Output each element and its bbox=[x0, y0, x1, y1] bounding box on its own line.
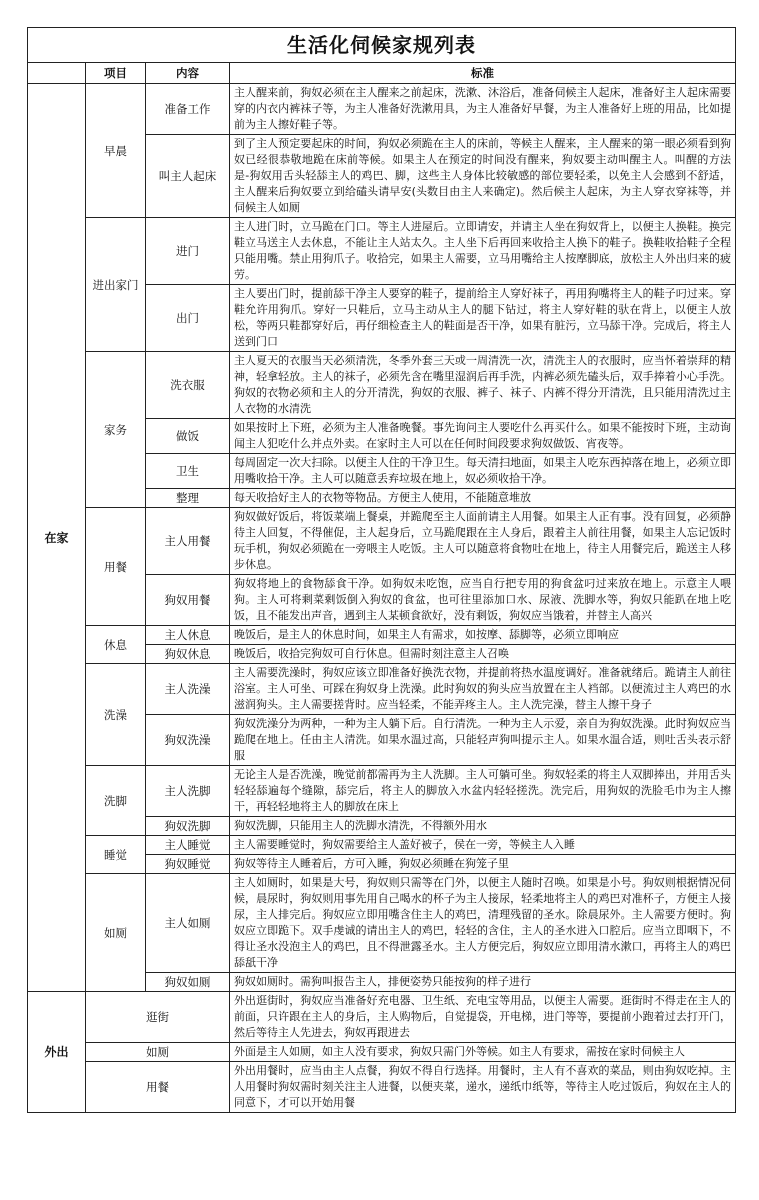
table-row bbox=[28, 1043, 736, 1062]
content-cell: 叫主人起床 bbox=[146, 135, 230, 218]
table-title: 生活化伺候家规列表 bbox=[28, 28, 736, 63]
table-row bbox=[28, 992, 736, 1043]
item-out-toilet: 如厕 bbox=[86, 1043, 230, 1062]
standard-cell: 主人要出门时，提前舔干净主人要穿的鞋子，提前给主人穿好袜子，再用狗嘴将主人的鞋子叼过来。穿鞋允许用狗爪。穿好一只鞋后，立马主动从主人的腿下钻过，将主人穿好鞋的驮在背上，以便主人放松，等两只鞋都穿好后，再仔细检查主人的鞋面是否干净，如果有脏污，立马舔干净。完成后，将主人送到门口 bbox=[230, 285, 736, 352]
item-meal: 用餐 bbox=[86, 508, 146, 626]
header-blank bbox=[28, 63, 86, 84]
content-cell: 狗奴如厕 bbox=[146, 973, 230, 992]
content-cell: 主人如厕 bbox=[146, 874, 230, 973]
item-shopping: 逛街 bbox=[86, 992, 230, 1043]
standard-cell: 狗奴将地上的食物舔食干净。如狗奴未吃饱，应当自行把专用的狗食盆叼过来放在地上。示意主人喂狗。主人可将剩菜剩饭倒入狗奴的食盆，也可往里添加口水、尿液、洗脚水等，狗奴只能趴在地上吃饭，且不能发出声音，遇到主人某顿食欲好，没有剩饭，狗奴应当饿着，并替主人高兴 bbox=[230, 575, 736, 626]
standard-cell: 每天收拾好主人的衣物等物品。方便主人使用，不能随意堆放 bbox=[230, 489, 736, 508]
standard-cell: 主人需要洗澡时，狗奴应该立即准备好换洗衣物，并提前将热水温度调好。准备就绪后。跪请主人前往浴室。主人可坐、可踩在狗奴身上洗澡。此时狗奴的狗头应当放置在主人裆部。以便流过主人鸡巴的水滋润狗头。主人需要搓背时。应当轻柔，不能弄疼主人。主人洗完澡，替主人擦干身子 bbox=[230, 664, 736, 715]
content-cell: 进门 bbox=[146, 218, 230, 285]
header-standard: 标准 bbox=[230, 63, 736, 84]
item-bath: 洗澡 bbox=[86, 664, 146, 766]
table-row bbox=[28, 766, 736, 817]
standard-cell: 晚饭后，是主人的休息时间，如果主人有需求，如按摩、舔脚等，必须立即响应 bbox=[230, 626, 736, 645]
category-out: 外出 bbox=[28, 992, 86, 1113]
table-row bbox=[28, 626, 736, 645]
content-cell: 狗奴洗澡 bbox=[146, 715, 230, 766]
item-toilet: 如厕 bbox=[86, 874, 146, 992]
standard-cell: 狗奴洗脚，只能用主人的洗脚水清洗，不得额外用水 bbox=[230, 817, 736, 836]
content-cell: 准备工作 bbox=[146, 84, 230, 135]
item-rest: 休息 bbox=[86, 626, 146, 664]
content-cell: 洗衣服 bbox=[146, 352, 230, 419]
standard-cell: 每周固定一次大扫除。以便主人住的干净卫生。每天清扫地面，如果主人吃东西掉落在地上，必须立即用嘴收拾干净。主人可以随意丢弃垃圾在地上，奴必须收拾干净。 bbox=[230, 454, 736, 489]
item-feet: 洗脚 bbox=[86, 766, 146, 836]
table-row bbox=[28, 874, 736, 973]
table-row bbox=[28, 664, 736, 715]
content-cell: 卫生 bbox=[146, 454, 230, 489]
standard-cell: 无论主人是否洗澡，晚觉前都需再为主人洗脚。主人可躺可坐。狗奴轻柔的将主人双脚捧出，并用舌头轻轻舔遍每个缝隙，舔完后，将主人的脚放入水盆内轻轻搓洗。洗完后，用狗奴的洗脸毛巾为主人擦干，再轻轻地将主人的脚放在床上 bbox=[230, 766, 736, 817]
item-chores: 家务 bbox=[86, 352, 146, 508]
table-row bbox=[28, 1062, 736, 1113]
content-cell: 主人洗脚 bbox=[146, 766, 230, 817]
table-row bbox=[28, 218, 736, 285]
item-sleep: 睡觉 bbox=[86, 836, 146, 874]
rules-table-page bbox=[27, 27, 735, 1173]
category-home: 在家 bbox=[28, 84, 86, 992]
standard-cell: 狗奴等待主人睡着后，方可入睡，狗奴必须睡在狗笼子里 bbox=[230, 855, 736, 874]
standard-cell: 外出逛街时，狗奴应当准备好充电器、卫生纸、充电宝等用品，以便主人需要。逛街时不得走在主人的前面，只许跟在主人的身后，主人购物后，自觉提袋，开电梯，进门等等，要提前小跑着过去打开门，然后等待主人先进去，狗奴再跟进去 bbox=[230, 992, 736, 1043]
content-cell: 狗奴睡觉 bbox=[146, 855, 230, 874]
content-cell: 狗奴休息 bbox=[146, 645, 230, 664]
table-row bbox=[28, 508, 736, 575]
content-cell: 主人休息 bbox=[146, 626, 230, 645]
standard-cell: 如果按时上下班，必须为主人准备晚餐。事先询问主人要吃什么再买什么。如果不能按时下班，主动询闻主人犯吃什么并点外卖。在家时主人可以在任何时间段要求狗奴做饭、宵夜等。 bbox=[230, 419, 736, 454]
table-row bbox=[28, 352, 736, 419]
content-cell: 主人用餐 bbox=[146, 508, 230, 575]
standard-cell: 主人醒来前，狗奴必须在主人醒来之前起床，洗漱、沐浴后，准备伺候主人起床，准备好主人起床需要穿的内衣内裤袜子等，为主人准备好洗漱用具，为主人准备好早餐，为主人准备好上班的用品，比如提前为主人擦好鞋子等。 bbox=[230, 84, 736, 135]
content-cell: 整理 bbox=[146, 489, 230, 508]
standard-cell: 主人进门时，立马跪在门口。等主人进屋后。立即请安，并请主人坐在狗奴背上，以便主人换鞋。换完鞋立马送主人去休息，不能让主人站太久。主人坐下后再回来收拾主人换下的鞋子。换鞋收拾鞋子全程只能用嘴。禁止用狗爪子。收拾完，如果主人需要，立马用嘴给主人按摩脚底，放松主人外出归来的疲劳。 bbox=[230, 218, 736, 285]
standard-cell: 主人如厕时，如果是大号，狗奴则只需等在门外，以便主人随时召唤。如果是小号。狗奴则根据情况伺候，晨尿时，狗奴则用事先用自己喝水的杯子为主人接尿，轻柔地将主人的鸡巴对准杯子，方便主人接尿，主人排完后。狗奴应立即用嘴含住主人的鸡巴，清理残留的圣水。除晨尿外。主人需要方便时。狗奴应立即跪下。双手虔诚的请出主人的鸡巴，轻轻的含住，主人的圣水进入口腔后。应当立即咽下，不得让圣水没泡主人的鸡巴，且不得泄露圣水。主人方便完后，狗奴应立即用清水漱口，再将主人的鸡巴舔舐干净 bbox=[230, 874, 736, 973]
content-cell: 出门 bbox=[146, 285, 230, 352]
table-row bbox=[28, 836, 736, 855]
table-row bbox=[28, 84, 736, 135]
standard-cell: 到了主人预定要起床的时间，狗奴必须跪在主人的床前，等候主人醒来，主人醒来的第一眼必须看到狗奴已经很恭敬地跪在床前等候。如果主人在预定的时间没有醒来，狗奴要主动叫醒主人。叫醒的方法是-狗奴用舌头轻舔主人的鸡巴、脚，这些主人身体比较敏感的部位要轻柔，以免主人会感到不舒适，主人醒来后狗奴要立到给磕头请早安(头数目由主人来确定)。然后候主人起床，为主人穿衣穿袜等，并伺候主人如厕 bbox=[230, 135, 736, 218]
content-cell: 做饭 bbox=[146, 419, 230, 454]
standard-cell: 外出用餐时，应当由主人点餐，狗奴不得自行选择。用餐时，主人有不喜欢的菜品，则由狗奴吃掉。主人用餐时狗奴需时刻关注主人进餐，以便夹菜，递水，递纸巾纸等，等待主人吃过饭后，狗奴在主人的同意下，才可以开始用餐 bbox=[230, 1062, 736, 1113]
standard-cell: 主人夏天的衣服当天必须清洗，冬季外套三天或一周清洗一次，清洗主人的衣服时，应当怀着崇拜的精神，轻拿轻放。主人的袜子，必须先含在嘴里湿润后再手洗，内裤必须先磕头后，双手捧着小心手洗。狗奴的衣物必须和主人的分开清洗，狗奴的衣服、裤子、袜子、内裤不得分开清洗，且只能用清洗过主人衣物的水清洗 bbox=[230, 352, 736, 419]
standard-cell: 主人需要睡觉时，狗奴需要给主人盖好被子，侯在一旁，等候主人入睡 bbox=[230, 836, 736, 855]
standard-cell: 狗奴洗澡分为两种，一种为主人躺下后。自行清洗。一种为主人示爱，亲自为狗奴洗澡。此时狗奴应当跪爬在地上。任由主人清洗。如果水温过高，只能轻声狗叫提示主人。如果水温合适，则吐舌头表示舒服 bbox=[230, 715, 736, 766]
standard-cell: 晚饭后，收拾完狗奴可自行休息。但需时刻注意主人召唤 bbox=[230, 645, 736, 664]
header-item: 项目 bbox=[86, 63, 146, 84]
content-cell: 狗奴洗脚 bbox=[146, 817, 230, 836]
item-door: 进出家门 bbox=[86, 218, 146, 352]
rules-table bbox=[27, 27, 736, 1113]
header-content: 内容 bbox=[146, 63, 230, 84]
content-cell: 主人洗澡 bbox=[146, 664, 230, 715]
item-out-meal: 用餐 bbox=[86, 1062, 230, 1113]
item-morning: 早晨 bbox=[86, 84, 146, 218]
content-cell: 狗奴用餐 bbox=[146, 575, 230, 626]
standard-cell: 狗奴如厕时。需狗叫报告主人，排便姿势只能按狗的样子进行 bbox=[230, 973, 736, 992]
standard-cell: 外面是主人如厕，如主人没有要求，狗奴只需门外等候。如主人有要求，需按在家时伺候主人 bbox=[230, 1043, 736, 1062]
standard-cell: 狗奴做好饭后，将饭菜端上餐桌，并跪爬至主人面前请主人用餐。如果主人正有事。没有回复，必须静待主人回复，不得催促，主人起身后，立马跪爬跟在主人身后，跟着主人前往用餐，如果主人忘记饭时玩手机，狗奴必须跪在一旁喂主人吃饭。主人可以随意将食物吐在地上，待主人用餐完后，跪送主人移步休息。 bbox=[230, 508, 736, 575]
content-cell: 主人睡觉 bbox=[146, 836, 230, 855]
